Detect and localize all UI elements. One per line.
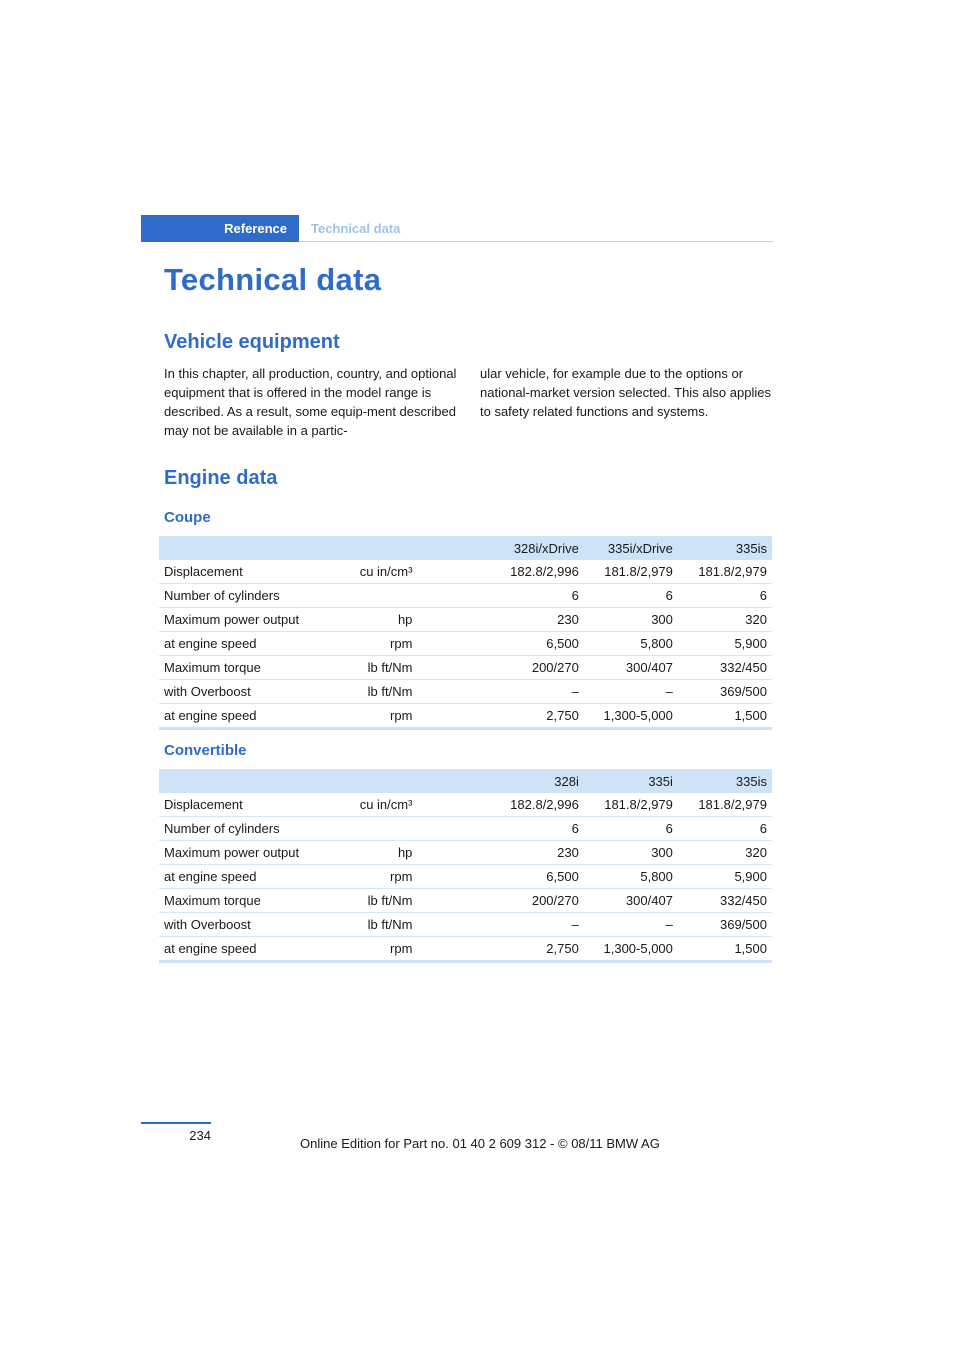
table-row <box>159 841 772 865</box>
row-value: 300 <box>584 608 678 632</box>
row-value: 6,500 <box>490 865 584 889</box>
row-unit <box>324 584 417 608</box>
coupe-table <box>159 536 772 730</box>
row-value: 182.8/2,996 <box>490 793 584 817</box>
footer-rule <box>141 1122 211 1124</box>
model-header: 335i/xDrive <box>584 536 678 560</box>
row-label: Maximum torque <box>159 889 324 913</box>
row-value: 5,800 <box>584 632 678 656</box>
row-value: – <box>490 680 584 704</box>
row-value: – <box>584 913 678 937</box>
row-value: 6 <box>678 584 772 608</box>
row-label: Maximum torque <box>159 656 324 680</box>
table-row <box>159 608 772 632</box>
row-value: 6 <box>490 817 584 841</box>
row-value: 300/407 <box>584 656 678 680</box>
row-value: 369/500 <box>678 913 772 937</box>
row-value: 6 <box>584 817 678 841</box>
table-row <box>159 560 772 584</box>
row-unit: lb ft/Nm <box>324 656 417 680</box>
row-value: 6 <box>490 584 584 608</box>
row-value: 332/450 <box>678 889 772 913</box>
row-value: 1,500 <box>678 937 772 962</box>
row-label: Displacement <box>159 560 324 584</box>
row-value: 6 <box>678 817 772 841</box>
vehicle-equipment-heading: Vehicle equipment <box>164 331 340 353</box>
row-value: 320 <box>678 608 772 632</box>
row-value: 181.8/2,979 <box>584 793 678 817</box>
model-header: 335is <box>678 769 772 793</box>
row-value: 1,300-5,000 <box>584 704 678 729</box>
row-value: 320 <box>678 841 772 865</box>
row-value: 5,800 <box>584 865 678 889</box>
row-label: Displacement <box>159 793 324 817</box>
row-value: 181.8/2,979 <box>678 793 772 817</box>
row-label: Number of cylinders <box>159 584 324 608</box>
row-value: 200/270 <box>490 889 584 913</box>
row-value: 1,500 <box>678 704 772 729</box>
row-value: 200/270 <box>490 656 584 680</box>
row-label: at engine speed <box>159 632 324 656</box>
row-value: 5,900 <box>678 865 772 889</box>
row-label: Number of cylinders <box>159 817 324 841</box>
convertible-heading: Convertible <box>164 742 247 759</box>
page-title: Technical data <box>164 262 382 297</box>
row-unit: cu in/cm³ <box>324 793 417 817</box>
section-tab: Reference <box>141 215 299 242</box>
row-value: – <box>584 680 678 704</box>
convertible-table <box>159 769 772 963</box>
row-label: at engine speed <box>159 937 324 962</box>
row-unit: rpm <box>324 937 417 962</box>
table-row <box>159 704 772 729</box>
row-unit: lb ft/Nm <box>324 913 417 937</box>
vehicle-equipment-text-col2: ular vehicle, for example due to the options or national-market version selected. This also applies to safety related functions and systems. <box>480 366 771 419</box>
table-row <box>159 937 772 962</box>
row-label: at engine speed <box>159 865 324 889</box>
table-header-row <box>159 769 772 793</box>
table-row <box>159 584 772 608</box>
row-unit: cu in/cm³ <box>324 560 417 584</box>
table-row <box>159 793 772 817</box>
row-value: 230 <box>490 841 584 865</box>
row-label: at engine speed <box>159 704 324 729</box>
page-header <box>141 215 773 242</box>
row-unit: lb ft/Nm <box>324 680 417 704</box>
row-label: Maximum power output <box>159 608 324 632</box>
row-value: 1,300-5,000 <box>584 937 678 962</box>
row-value: 181.8/2,979 <box>678 560 772 584</box>
model-header: 328i <box>490 769 584 793</box>
row-label: Maximum power output <box>159 841 324 865</box>
row-value: 6,500 <box>490 632 584 656</box>
row-unit: hp <box>324 608 417 632</box>
table-row <box>159 865 772 889</box>
row-value: 2,750 <box>490 937 584 962</box>
header-rule <box>299 241 773 242</box>
table-row <box>159 656 772 680</box>
row-value: 181.8/2,979 <box>584 560 678 584</box>
row-value: 369/500 <box>678 680 772 704</box>
subsection-label: Technical data <box>311 221 401 236</box>
row-value: 6 <box>584 584 678 608</box>
model-header: 335is <box>678 536 772 560</box>
table-row <box>159 632 772 656</box>
row-unit <box>324 817 417 841</box>
table-row <box>159 680 772 704</box>
row-label: with Overboost <box>159 913 324 937</box>
edition-footer: Online Edition for Part no. 01 40 2 609 312 - © 08/11 BMW AG <box>300 1136 660 1151</box>
row-value: 230 <box>490 608 584 632</box>
row-value: 332/450 <box>678 656 772 680</box>
row-value: 182.8/2,996 <box>490 560 584 584</box>
coupe-heading: Coupe <box>164 509 211 526</box>
table-row <box>159 817 772 841</box>
row-value: 2,750 <box>490 704 584 729</box>
row-value: 300 <box>584 841 678 865</box>
row-unit: lb ft/Nm <box>324 889 417 913</box>
row-value: – <box>490 913 584 937</box>
page-number: 234 <box>189 1128 211 1143</box>
row-value: 5,900 <box>678 632 772 656</box>
model-header: 335i <box>584 769 678 793</box>
table-row <box>159 913 772 937</box>
row-value: 300/407 <box>584 889 678 913</box>
vehicle-equipment-text-col1: In this chapter, all production, country, and optional equipment that is offered in the model range is described. As a result, some equip-ment described may not be available in a partic- <box>164 366 457 438</box>
row-unit: hp <box>324 841 417 865</box>
row-unit: rpm <box>324 865 417 889</box>
engine-data-heading: Engine data <box>164 467 278 489</box>
row-unit: rpm <box>324 704 417 729</box>
row-label: with Overboost <box>159 680 324 704</box>
row-unit: rpm <box>324 632 417 656</box>
table-row <box>159 889 772 913</box>
model-header: 328i/xDrive <box>490 536 584 560</box>
table-header-row <box>159 536 772 560</box>
